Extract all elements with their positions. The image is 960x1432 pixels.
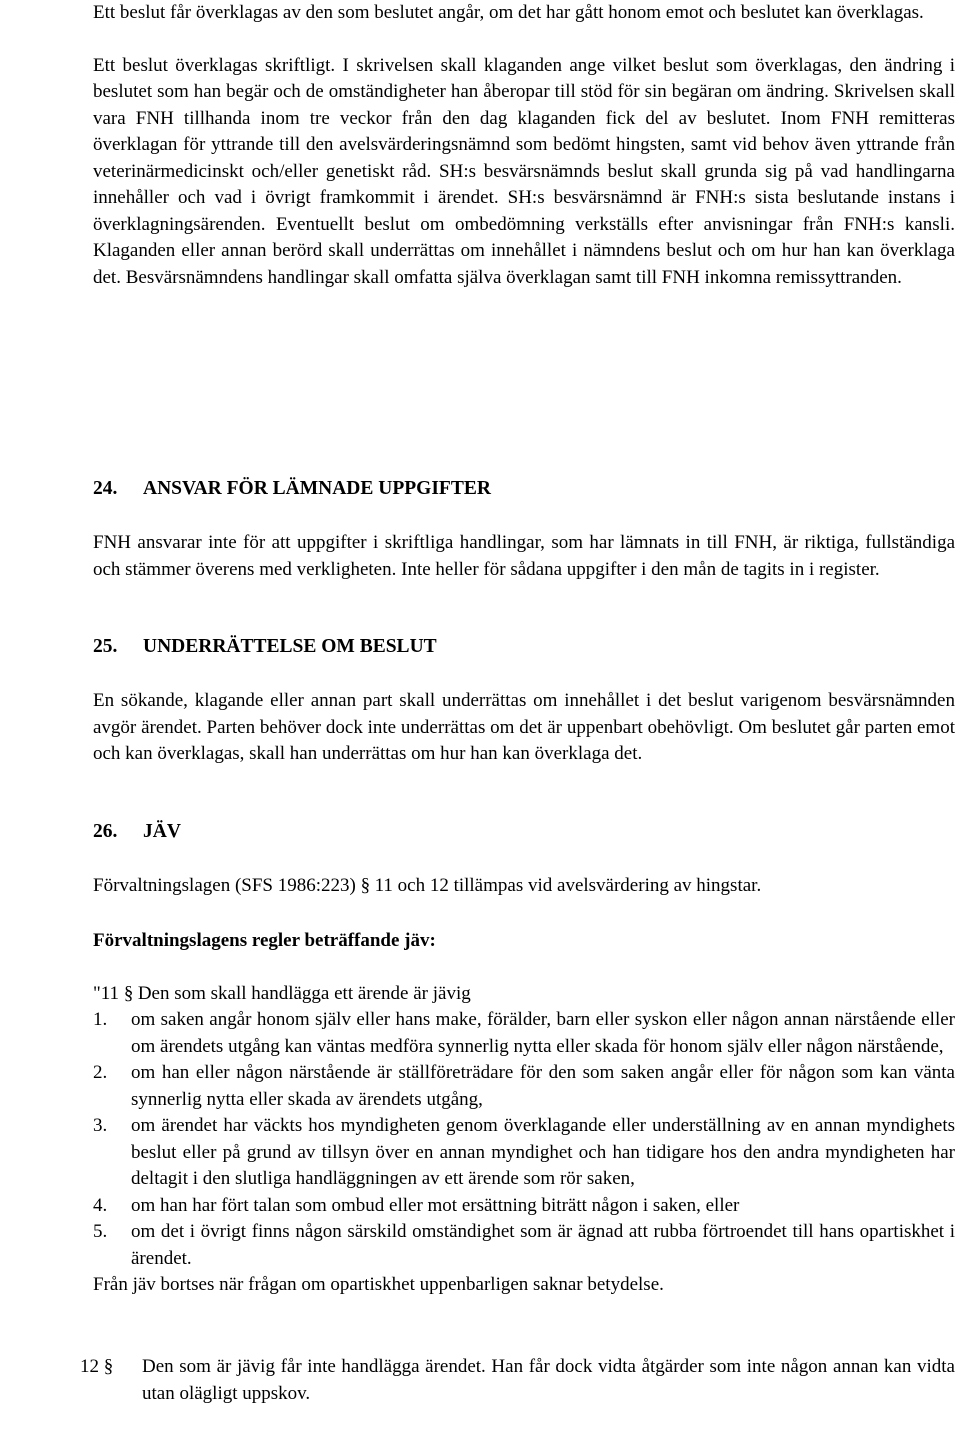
section-24-paragraph: FNH ansvarar inte för att uppgifter i skriftliga handlingar, som har lämnats in till FNH, är riktiga, fullständiga och stämmer överens med verkligheten. Inte heller för sådana uppgifter i den mån de tagits in i register. (93, 532, 955, 580)
section-sign-icon (104, 1354, 118, 1381)
section-26-subheading-text: Förvaltningslagens regler beträffande jäv: (93, 930, 436, 951)
jav-list (93, 1007, 955, 1299)
section-25-title: UNDERRÄTTELSE OM BESLUT (143, 636, 437, 657)
paragraph-12 (80, 1354, 955, 1407)
section-sign-icon (361, 873, 375, 900)
list-item (93, 1219, 955, 1272)
list-item-text: om han har fört talan som ombud eller mot ersättning biträtt någon i saken, eller (131, 1194, 740, 1216)
paragraph-11-text: Den som skall handlägga ett ärende är jävig (137, 983, 471, 1004)
paragraph-11-intro (93, 981, 955, 1008)
list-item-number: 2. (93, 1062, 108, 1083)
section-24-number: 24. (93, 478, 118, 499)
list-item-text: om det i övrigt finns någon särskild omständighet som är ägnad att rubba förtroendet till hans opartiskhet i ärendet. (131, 1221, 955, 1269)
intro-paragraph-2: Ett beslut överklagas skriftligt. I skrivelsen skall klaganden ange vilket beslut som överklagas, den ändring i beslutet som han begär och de omständigheter han åberopar till stöd för sin begäran om ändring. Skrivelsen skall vara FNH tillhanda inom tre veckor från den dag klaganden fick del av beslutet. Inom FNH remitteras överklagan för yttrande till den avelsvärderingsnämnd som bedömt hingsten, samt vid behov även yttrande från veterinärmedicinskt och/eller genetiskt råd. SH:s besvärsnämnds beslut skall grunda sig på vad handlingarna innehåller och vad i övrigt framkommit i ärendet. SH:s besvärsnämnd är FNH:s sista beslutande instans i överklagningsärenden. Eventuellt beslut om ombedömning verkställs efter anvisningar från FNH:s kansli. Klaganden eller annan berörd skall underrättas om innehållet i nämndens beslut och om hur han kan överklaga det. Besvärsnämndens handlingar skall omfatta själva överklagan samt till FNH inkomna remissyttranden. (93, 54, 955, 288)
paragraph-12-number-wrap (80, 1354, 118, 1381)
paragraph-11-line (93, 981, 955, 1008)
section-26-subheading (93, 928, 955, 955)
jav-closing-line: Från jäv bortses när frågan om opartiskhet uppenbarligen saknar betydelse. (93, 1274, 664, 1295)
section-26-title: JÄV (143, 821, 181, 842)
list-item-number: 3. (93, 1115, 108, 1136)
section-24-title: ANSVAR FÖR LÄMNADE UPPGIFTER (143, 478, 491, 499)
section-25-paragraph: En sökande, klagande eller annan part skall underrättas om innehållet i det beslut varigenom besvärsnämnden avgör ärendet. Parten behöver dock inte underrättas om det är uppenbart obehövligt. Om beslutet går parten emot och kan överklagas, skall han underrättas om hur han kan överklaga det. (93, 690, 955, 764)
section-26-intro-line (93, 873, 955, 900)
section-24-body (93, 530, 955, 583)
section-sign-icon (124, 981, 138, 1008)
list-item-number: 1. (93, 1009, 108, 1030)
intro-paragraph-1: Ett beslut får överklagas av den som beslutet angår, om det har gått honom emot och beslutet kan överklagas. (93, 2, 924, 23)
list-item (93, 1113, 955, 1193)
list-item-number: 5. (93, 1221, 108, 1242)
section-26-number: 26. (93, 821, 118, 842)
section-25-number: 25. (93, 636, 118, 657)
section-26-intro-b: 11 och 12 tillämpas vid avelsvärdering av hingstar. (374, 875, 762, 896)
paragraph-11-number: "11 (93, 983, 124, 1004)
paragraph-12-number: 12 (80, 1356, 99, 1377)
list-item (93, 1193, 955, 1220)
section-25-heading (93, 634, 437, 661)
list-item (93, 1060, 955, 1113)
section-26-intro (93, 873, 955, 900)
list-item-text: om ärendet har väckts hos myndigheten genom överklagande eller underställning av en annan myndighets beslut eller på grund av tillsyn över en annan myndighet och han tidigare hos den andra myndigheten har deltagit i den slutliga handläggningen av ett ärende som rör saken, (131, 1115, 955, 1189)
section-25-body (93, 688, 955, 768)
section-26-heading (93, 819, 181, 846)
section-24-heading (93, 476, 491, 503)
list-item (93, 1007, 955, 1060)
intro-section (93, 0, 955, 291)
list-item-text: om han eller någon närstående är ställföreträdare för den som saken angår eller för någon som kan vänta synnerlig nytta eller skada av ärendets utgång, (131, 1062, 955, 1110)
list-item-text: om saken angår honom själv eller hans make, förälder, barn eller syskon eller någon annan närstående eller om ärendets utgång kan väntas medföra synnerlig nytta eller skada för honom själv eller någon närstående, (131, 1009, 955, 1057)
list-item-number: 4. (93, 1194, 108, 1216)
section-26-intro-a: Förvaltningslagen (SFS 1986:223) (93, 875, 361, 896)
paragraph-12-text: Den som är jävig får inte handlägga ärendet. Han får dock vidta åtgärder som inte någon annan kan vidta utan olägligt uppskov. (142, 1356, 955, 1404)
